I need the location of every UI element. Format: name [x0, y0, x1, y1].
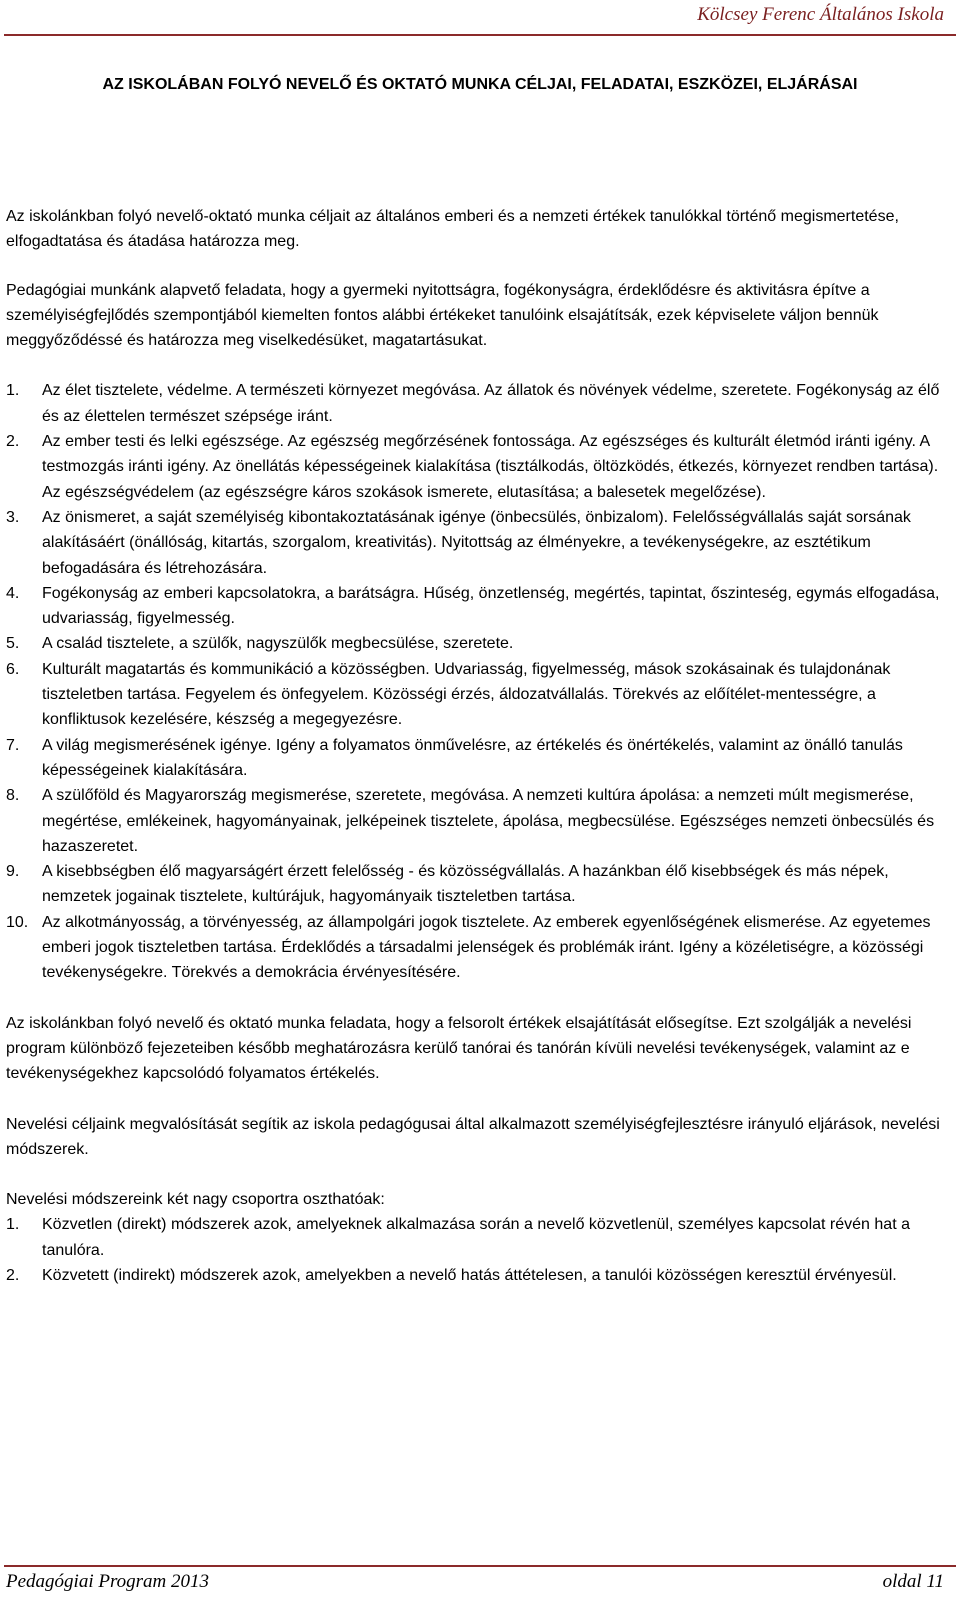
list-item-text: A szülőföld és Magyarország megismerése, szeretete, megóvása. A nemzeti kultúra ápolása: a nemzeti múlt megismerése, megértése, emlékeinek, hagyományainak, jelképeinek tisztelete, ápolása, megbecsülése. Egészséges nemzeti önbecsülés és hazaszeretet.: [42, 787, 935, 855]
header-divider: [4, 34, 956, 36]
methods-intro: Nevelési módszereink két nagy csoportra oszthatóak:: [6, 1191, 385, 1209]
page-title: AZ ISKOLÁBAN FOLYÓ NEVELŐ ÉS OKTATÓ MUNKA CÉLJAI, FELADATAI, ESZKÖZEI, ELJÁRÁSAI: [102, 76, 858, 93]
list-item-number: 5.: [6, 635, 20, 653]
list-item: [6, 505, 946, 581]
list-item-number: 10.: [6, 913, 29, 931]
list-item-number: 2.: [6, 433, 20, 451]
intro-paragraph-1: Az iskolánkban folyó nevelő-oktató munka céljait az általános emberi és a nemzeti értékek tanulókkal történő megismertetése, elfogadtatása és átadása határozza meg.: [6, 208, 899, 251]
list-item: [6, 733, 946, 784]
list-item-number: 6.: [6, 660, 20, 678]
list-item-text: A világ megismerésének igénye. Igény a folyamatos önművelésre, az értékelés és önértékelés, valamint az önálló tanulás képességeinek kialakítására.: [42, 736, 903, 779]
list-item: [6, 859, 946, 910]
list-item: [6, 631, 946, 656]
list-item-number: 2.: [6, 1266, 20, 1284]
list-item-text: Fogékonyság az emberi kapcsolatokra, a barátságra. Hűség, önzetlenség, megértés, tapintat, őszinteség, egymás elfogadása, udvariasság, figyelmesség.: [42, 584, 940, 628]
intro-paragraph-2: Pedagógiai munkánk alapvető feladata, hogy a gyermeki nyitottságra, fogékonyságra, érdeklődésre és aktivitásra építve a személyiségfejlődés szempontjából kiemelten fontos alábbi értékeket tanulóink elsajátítsák, ezek képviselete váljon bennük meggyőződéssé és határozza meg viselkedésüket, magatartásukat.: [6, 281, 879, 350]
list-item-text: Az élet tisztelete, védelme. A természeti környezet megóvása. Az állatok és növények védelme, szeretete. Fogékonyság az élő és az élettelen természet szépsége iránt.: [42, 382, 940, 425]
list-item: [6, 378, 946, 429]
body-paragraph-2: Nevelési céljaink megvalósítását segítik az iskola pedagógusai által alkalmazott személyiségfejlesztésre irányuló eljárások, nevelési módszerek.: [6, 1115, 940, 1158]
list-item-number: 8.: [6, 787, 20, 805]
list-item-number: 4.: [6, 584, 20, 602]
list-item-number: 1.: [6, 382, 20, 400]
list-item-text: Az önismeret, a saját személyiség kibontakoztatásának igénye (önbecsülés, önbizalom). Felelősségvállalás saját sorsának alakításáért (önállóság, kitartás, szorgalom, kreativitás). Nyitottság az élményekre, a tevékenységekre, az esztétikum befogadására és létrehozására.: [42, 508, 911, 577]
list-item-number: 1.: [6, 1216, 20, 1234]
list-item-text: Kulturált magatartás és kommunikáció a közösségben. Udvariasság, figyelmesség, mások szokásainak és tulajdonának tiszteletben tartása. Fegyelem és önfegyelem. Közösségi érzés, áldozatvállalás. Törekvés az előítélet-mentességre, a konfliktusok kezelésére, készség a megegyezésre.: [42, 660, 891, 729]
list-item-text: A kisebbségben élő magyarságért érzett felelősség - és közösségvállalás. A hazánkban élő kisebbségek és más népek, nemzetek jogainak tisztelete, kultúrájuk, hagyományaik tiszteletben tartása.: [42, 863, 889, 906]
document-body: [6, 204, 946, 1288]
list-item-text: A család tisztelete, a szülők, nagyszülők megbecsülése, szeretete.: [42, 635, 514, 653]
footer-divider: [4, 1565, 956, 1567]
body-paragraph-1: Az iskolánkban folyó nevelő és oktató munka feladata, hogy a felsorolt értékek elsajátítását elősegítse. Ezt szolgálják a nevelési program különböző fejezeteiben később meghatározásra kerülő tanórai és tanórán kívüli nevelési tevékenységek, valamint az e tevékenységekhez kapcsolódó folyamatos értékelés.: [6, 1014, 912, 1083]
list-item: [6, 429, 946, 505]
footer-program-title: Pedagógiai Program 2013: [6, 1571, 210, 1592]
list-item: [6, 1263, 946, 1288]
list-item: [6, 910, 946, 986]
methods-list: [6, 1212, 946, 1288]
list-item-text: Az ember testi és lelki egészsége. Az egészség megőrzésének fontossága. Az egészséges és kulturált életmód iránti igény. A testmozgás iránti igény. Az önellátás képességeinek kialakítása (tisztálkodás, öltözködés, étkezés, környezet rendben tartása). Az egészségvédelem (az egészségre káros szokások ismerete, elutasítása; a balesetek megelőzése).: [42, 433, 939, 501]
list-item-text: Közvetett (indirekt) módszerek azok, amelyekben a nevelő hatás áttételesen, a tanulói közösségen keresztül érvényesül.: [42, 1266, 897, 1284]
list-item: [6, 1212, 946, 1263]
list-item: [6, 657, 946, 733]
list-item-number: 9.: [6, 863, 20, 881]
list-item-number: 7.: [6, 736, 20, 754]
header-school-name: Kölcsey Ferenc Általános Iskola: [697, 4, 944, 25]
list-item-text: Az alkotmányosság, a törvényesség, az állampolgári jogok tisztelete. Az emberek egyenlőségének elismerése. Az egyetemes emberi jogok tiszteletben tartása. Érdeklődés a társadalmi jelenségek és problémák iránt. Igény a közéletiségre, a közösségi tevékenységekre. Törekvés a demokrácia érvényesítésére.: [42, 913, 931, 982]
list-item-number: 3.: [6, 508, 20, 526]
values-list: [6, 378, 946, 985]
footer-page-number: oldal 11: [882, 1571, 944, 1592]
list-item-text: Közvetlen (direkt) módszerek azok, amelyeknek alkalmazása során a nevelő közvetlenül, személyes kapcsolat révén hat a tanulóra.: [42, 1216, 910, 1259]
list-item: [6, 783, 946, 859]
list-item: [6, 581, 946, 632]
